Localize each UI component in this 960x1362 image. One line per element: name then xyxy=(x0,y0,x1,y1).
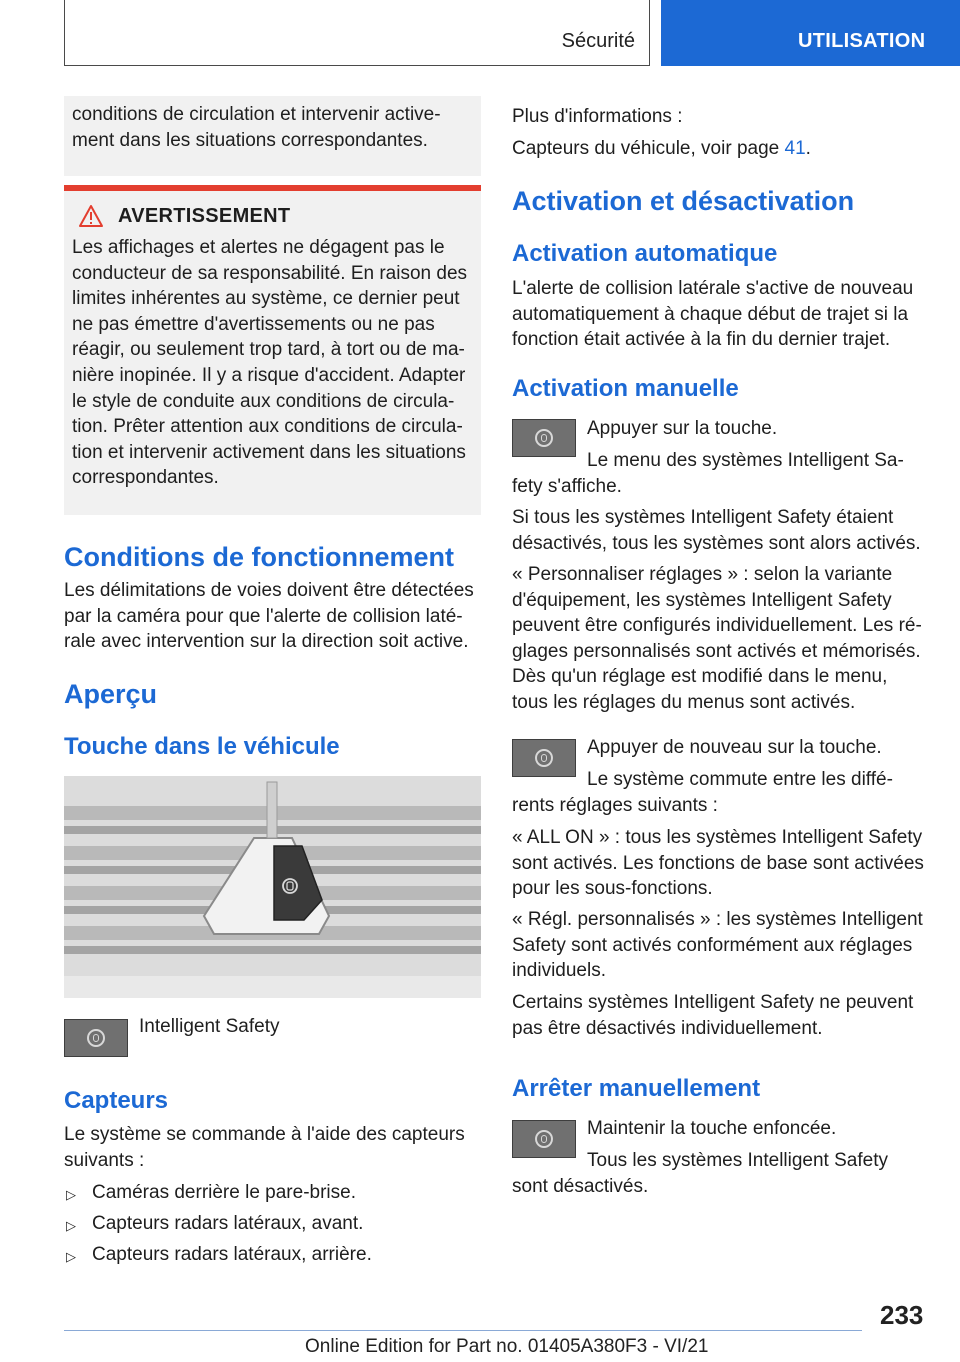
stop-heading: Arrêter manuellement xyxy=(512,1075,761,1102)
warning-text: Les affichages et alertes ne dégagent pas le conducteur de sa responsabilité. En raison des limites inhérentes au système, ce dernier peut ne pas émettre d'avertissements ou ne pas réagir, ou seulement trop tard, à tort ou de ma-nière inopinée. Il y a risque d'accident. Adapter le style de conduite aux conditions de circula-tion. Prêter attention aux conditions de circula-tion et intervenir activement dans les situations correspondantes. xyxy=(72,237,468,489)
warning-box xyxy=(64,185,481,515)
safety-icon xyxy=(535,749,553,767)
auto-text: L'alerte de collision latérale s'active de nouveau automatiquement à chaque début de trajet si la fonction était activée à la fin du dernier trajet. xyxy=(512,278,914,351)
capteurs-heading: Capteurs xyxy=(64,1087,169,1114)
footer-edition: Online Edition for Part no. 01405A380F3 - VI/21 xyxy=(305,1336,709,1357)
touche-heading: Touche dans le véhicule xyxy=(64,733,340,760)
warning-header xyxy=(72,201,473,231)
safety-icon xyxy=(535,1130,553,1148)
manual-heading: Activation manuelle xyxy=(512,375,739,402)
capteurs-text: Le système se commande à l'aide des capteurs suivants : xyxy=(64,1124,465,1171)
menu-text-line1: Le menu des systèmes Intelligent Sa- xyxy=(587,450,904,471)
chapter-tab[interactable] xyxy=(661,0,960,66)
personnaliser-text: « Personnaliser réglages » : selon la variante d'équipement, les systèmes Intelligent Safety peuvent être configurés individuellement. Les ré-glages personnalisés sont activés et mémorisés. Dès qu'un réglage est modifié dans le menu, tous les réglages du menus sont activés. xyxy=(512,564,922,713)
bullet-triangle-icon: ▷ xyxy=(66,1249,76,1264)
certains-text: Certains systèmes Intelligent Safety ne peuvent pas être désactivés individuellement. xyxy=(512,992,914,1039)
list-item xyxy=(64,1211,363,1238)
all-deactivated-text: Si tous les systèmes Intelligent Safety étaient désactivés, tous les systèmes sont alors activés. xyxy=(512,507,921,554)
warning-title: AVERTISSEMENT xyxy=(118,204,291,227)
page-number: 233 xyxy=(880,1300,924,1330)
press-again-text: Appuyer de nouveau sur la touche. xyxy=(587,737,882,758)
right-column xyxy=(512,96,928,1296)
list-item-text: Caméras derrière le pare-brise. xyxy=(92,1182,356,1203)
safety-button-icon xyxy=(512,1120,576,1158)
all-off-text-line1: Tous les systèmes Intelligent Safety xyxy=(587,1150,888,1171)
all-off-text-line2: sont désactivés. xyxy=(512,1176,649,1197)
vehicle-button-photo xyxy=(64,776,481,998)
section-title: Sécurité xyxy=(561,30,635,52)
left-column xyxy=(64,96,481,1296)
intro-box: conditions de circulation et intervenir active-ment dans les situations correspondantes. xyxy=(64,96,481,176)
activation-heading: Activation et désactivation xyxy=(512,186,855,216)
auto-heading: Activation automatique xyxy=(512,240,778,267)
info-label: Plus d'informations : xyxy=(512,106,683,127)
safety-icon xyxy=(87,1029,105,1047)
footer-divider xyxy=(64,1330,862,1331)
list-item xyxy=(64,1180,356,1207)
warning-triangle-icon xyxy=(78,204,104,228)
page-link[interactable]: 41 xyxy=(784,138,806,159)
list-item xyxy=(64,1242,372,1269)
menu-text-line2: fety s'affiche. xyxy=(512,476,622,497)
vehicle-grille-illustration xyxy=(64,776,481,998)
press-key-text: Appuyer sur la touche. xyxy=(587,418,778,439)
all-on-text: « ALL ON » : tous les systèmes Intelligent Safety sont activés. Les fonctions de base sont activées pour les sous-fonctions. xyxy=(512,827,924,900)
hold-key-text: Maintenir la touche enfoncée. xyxy=(587,1118,837,1139)
intelligent-safety-button-icon xyxy=(64,1019,128,1057)
toggle-text-line2: rents réglages suivants : xyxy=(512,795,718,816)
list-item-text: Capteurs radars latéraux, avant. xyxy=(92,1213,364,1234)
bullet-triangle-icon: ▷ xyxy=(66,1187,76,1202)
safety-icon xyxy=(535,429,553,447)
apercu-heading: Aperçu xyxy=(64,679,158,709)
bullet-triangle-icon: ▷ xyxy=(66,1218,76,1233)
conditions-text: Les délimitations de voies doivent être détectées par la caméra pour que l'alerte de collision laté-rale avec intervention sur la direction soit active. xyxy=(64,580,474,653)
regl-perso-text: « Régl. personnalisés » : les systèmes Intelligent Safety sont activés conformément aux réglages individuels. xyxy=(512,909,923,982)
info-reference-text: Capteurs du véhicule, voir page xyxy=(512,138,785,159)
header-section-box xyxy=(64,0,650,66)
button-label: Intelligent Safety xyxy=(139,1016,280,1037)
safety-button-icon xyxy=(512,739,576,777)
info-reference: Capteurs du véhicule, voir page 41. xyxy=(512,138,811,159)
chapter-tab-label: UTILISATION xyxy=(798,30,926,52)
toggle-text-line1: Le système commute entre les diffé- xyxy=(587,769,893,790)
safety-button-icon xyxy=(512,419,576,457)
list-item-text: Capteurs radars latéraux, arrière. xyxy=(92,1244,372,1265)
conditions-heading: Conditions de fonctionnement xyxy=(64,542,454,572)
